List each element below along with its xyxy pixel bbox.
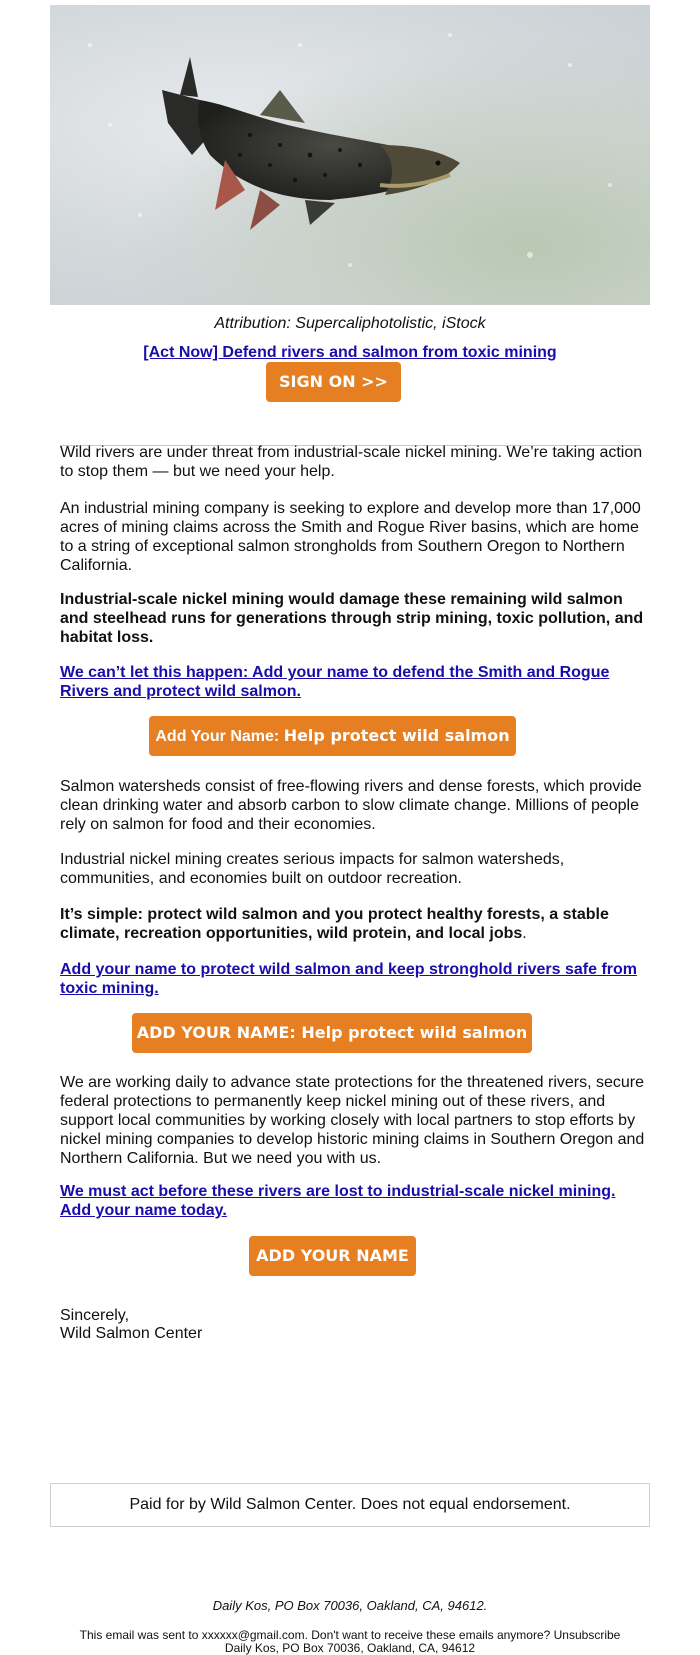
add-name-button-1[interactable] <box>149 716 516 756</box>
image-caption: Attribution: Supercaliphotolistic, iStock <box>214 315 486 332</box>
link-defend-rivers[interactable] <box>60 663 645 701</box>
link-act-before[interactable] <box>60 1182 645 1220</box>
act-now-link[interactable] <box>0 344 700 362</box>
footer-address-plain: Daily Kos, PO Box 70036, Oakland, CA, 94612 <box>224 1641 476 1655</box>
link-protect-salmon[interactable] <box>60 960 645 998</box>
paragraph-simple <box>60 905 645 943</box>
footer-sent-to-text: This email was sent to xxxxxx@gmail.com. Don't want to receive these emails anymore? <box>79 1628 554 1642</box>
add-name-button-3[interactable] <box>249 1236 416 1276</box>
paragraph-damage: Industrial-scale nickel mining would damage these remaining wild salmon and steelhead runs for generations through strip mining, toxic pollution, and habitat loss. <box>60 591 644 646</box>
act-now-link-text[interactable]: [Act Now] Defend rivers and salmon from toxic mining <box>143 344 557 361</box>
disclaimer-text: Paid for by Wild Salmon Center. Does not equal endorsement. <box>129 1496 571 1513</box>
unsubscribe-link[interactable]: Unsubscribe <box>553 1628 621 1642</box>
paragraph-threat: Wild rivers are under threat from industrial-scale nickel mining. We’re taking action to stop them — but we need your help. <box>60 444 643 480</box>
paragraph-impacts: Industrial nickel mining creates serious impacts for salmon watersheds, communities, and economies built on outdoor recreation. <box>60 851 565 887</box>
signature: Wild Salmon Center <box>60 1325 203 1342</box>
add-name-button-2-label: ADD YOUR NAME: Help protect wild salmon <box>136 1023 528 1042</box>
add-name-button-2[interactable] <box>132 1013 532 1053</box>
sign-on-label: SIGN ON >> <box>279 372 388 391</box>
footer-sent-to <box>0 1628 700 1642</box>
paragraph-simple-bold: It’s simple: protect wild salmon and you protect healthy forests, a stable climate, recreation opportunities, wild protein, and local jobs <box>60 906 609 942</box>
add-name-button-3-label: ADD YOUR NAME <box>256 1246 409 1265</box>
link-act-before-text[interactable]: We must act before these rivers are lost to industrial-scale nickel mining. Add your name today. <box>60 1183 616 1219</box>
disclaimer-box <box>50 1483 650 1527</box>
paragraph-mining-company: An industrial mining company is seeking to explore and develop more than 17,000 acres of mining claims across the Smith and Rogue River basins, which are home to a string of exceptional salmon strongholds from Southern Oregon to Northern California. <box>60 500 641 574</box>
paragraph-working-daily: We are working daily to advance state protections for the threatened rivers, secure federal protections to permanently keep nickel mining out of these rivers, and support local communities by working closely with local partners to stop efforts by nickel mining companies to develop historic mining claims in Southern Oregon and Northern California. But we need you with us. <box>60 1074 645 1167</box>
sign-on-button[interactable] <box>266 362 401 402</box>
add-name-button-1-suffix: Help protect wild salmon <box>283 726 510 745</box>
salmon-illustration <box>50 5 650 305</box>
sign-off: Sincerely, <box>60 1307 130 1324</box>
link-protect-salmon-text[interactable]: Add your name to protect wild salmon and keep stronghold rivers safe from toxic mining. <box>60 961 637 997</box>
paragraph-simple-period: . <box>522 925 527 942</box>
paragraph-watersheds: Salmon watersheds consist of free-flowing rivers and dense forests, which provide clean drinking water and absorb carbon to slow climate change. Millions of people rely on salmon for food and their economies. <box>60 778 642 833</box>
footer-address-italic: Daily Kos, PO Box 70036, Oakland, CA, 94612. <box>212 1598 488 1613</box>
add-name-button-1-prefix: Add Your Name: <box>155 728 284 745</box>
link-defend-rivers-text[interactable]: We can’t let this happen: Add your name to defend the Smith and Rogue Rivers and protect wild salmon. <box>60 664 610 700</box>
hero-salmon-image <box>50 5 650 305</box>
